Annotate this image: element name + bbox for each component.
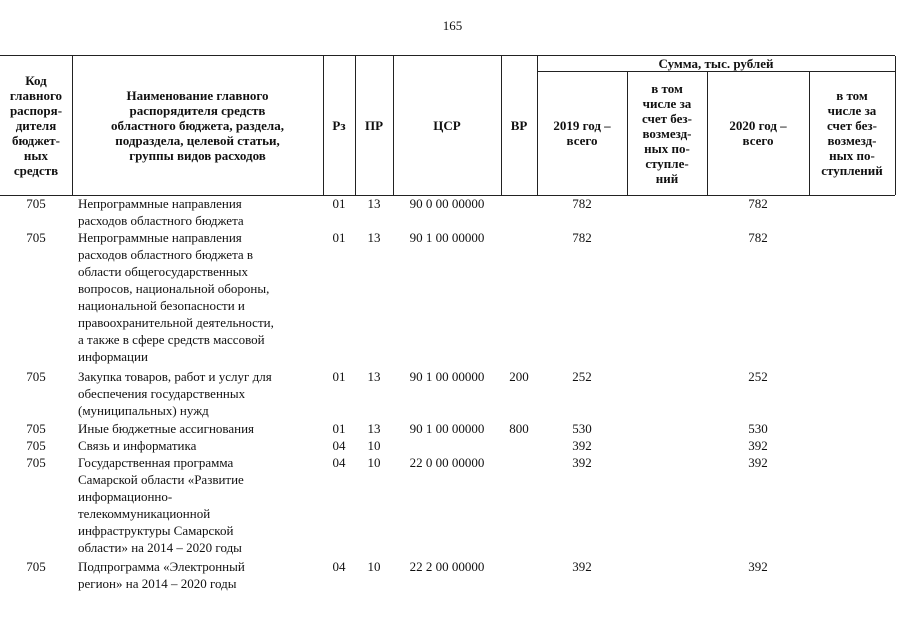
- cell-name: Закупка товаров, работ и услуг для обеспечения государственных (муниципальных) нужд: [78, 369, 272, 418]
- cell-2019-total: 782: [572, 196, 592, 211]
- cell-2020-total: 392: [748, 559, 768, 574]
- cell-csr: 22 0 00 00000: [409, 455, 485, 470]
- cell-name: Связь и информатика: [78, 438, 197, 453]
- cell-2019-total: 252: [572, 369, 592, 384]
- cell-code: 705: [26, 455, 46, 470]
- cell-2020-total: 530: [748, 421, 768, 436]
- cell-name: Непрограммные направления расходов областного бюджета: [78, 196, 244, 228]
- header-name: Наименование главного распорядителя средств областного бюджета, раздела, подраздела, целевой статьи, группы видов расходов: [111, 88, 284, 163]
- header-rz: Рз: [332, 118, 346, 133]
- header-sum-title: Сумма, тыс. рублей: [537, 56, 895, 72]
- cell-pr: 13: [367, 196, 381, 211]
- cell-2019-total: 392: [572, 438, 592, 453]
- header-pr: ПР: [364, 118, 384, 133]
- header-csr: ЦСР: [433, 118, 461, 133]
- header-2020-total: 2020 год – всего: [729, 118, 787, 148]
- cell-pr: 10: [367, 559, 381, 574]
- cell-rz: 04: [332, 438, 346, 453]
- header-code: Код главного распоря- дителя бюджет- ных средств: [9, 73, 63, 178]
- header-2019-free: в том числе за счет без- возмезд- ных по- ступле- ний: [642, 80, 692, 186]
- cell-rz: 01: [332, 196, 346, 211]
- page-number: 165: [442, 18, 463, 33]
- cell-code: 705: [26, 196, 46, 211]
- cell-pr: 10: [367, 438, 381, 453]
- cell-2019-total: 392: [572, 455, 592, 470]
- header-2020-free: в том числе за счет без- возмезд- ных по- ступлений: [821, 88, 883, 178]
- cell-2020-total: 252: [748, 369, 768, 384]
- header-2019-total: 2019 год – всего: [553, 118, 611, 148]
- cell-pr: 13: [367, 369, 381, 384]
- cell-csr: 90 0 00 00000: [409, 196, 485, 211]
- cell-csr: 90 1 00 00000: [409, 421, 485, 436]
- cell-pr: 13: [367, 421, 381, 436]
- header-vr: ВР: [510, 118, 528, 133]
- cell-2020-total: 782: [748, 230, 768, 245]
- cell-2020-total: 782: [748, 196, 768, 211]
- cell-csr: 90 1 00 00000: [409, 369, 485, 384]
- cell-vr: 200: [509, 369, 529, 384]
- cell-2019-total: 392: [572, 559, 592, 574]
- cell-csr: 90 1 00 00000: [409, 230, 485, 245]
- cell-rz: 01: [332, 421, 346, 436]
- cell-2020-total: 392: [748, 438, 768, 453]
- cell-rz: 01: [332, 369, 346, 384]
- cell-csr: 22 2 00 00000: [409, 559, 485, 574]
- cell-code: 705: [26, 438, 46, 453]
- cell-2019-total: 530: [572, 421, 592, 436]
- cell-rz: 01: [332, 230, 346, 245]
- cell-name: Государственная программа Самарской области «Развитие информационно- телекоммуникационной инфраструктуры Самарской области» на 2014 – 2020 годы: [78, 455, 244, 555]
- cell-code: 705: [26, 421, 46, 436]
- cell-name: Непрограммные направления расходов областного бюджета в области общегосударственных вопросов, национальной обороны, национальной безопасности и правоохранительной деятельности, а также в сфере средств массовой информации: [78, 230, 274, 364]
- cell-rz: 04: [332, 455, 346, 470]
- cell-vr: 800: [509, 421, 529, 436]
- cell-code: 705: [26, 230, 46, 245]
- cell-pr: 13: [367, 230, 381, 245]
- cell-rz: 04: [332, 559, 346, 574]
- cell-code: 705: [26, 369, 46, 384]
- cell-name: Подпрограмма «Электронный регион» на 2014 – 2020 годы: [78, 559, 245, 591]
- cell-2020-total: 392: [748, 455, 768, 470]
- table-header: [0, 55, 895, 196]
- cell-pr: 10: [367, 455, 381, 470]
- cell-code: 705: [26, 559, 46, 574]
- cell-name: Иные бюджетные ассигнования: [78, 421, 255, 436]
- cell-2019-total: 782: [572, 230, 592, 245]
